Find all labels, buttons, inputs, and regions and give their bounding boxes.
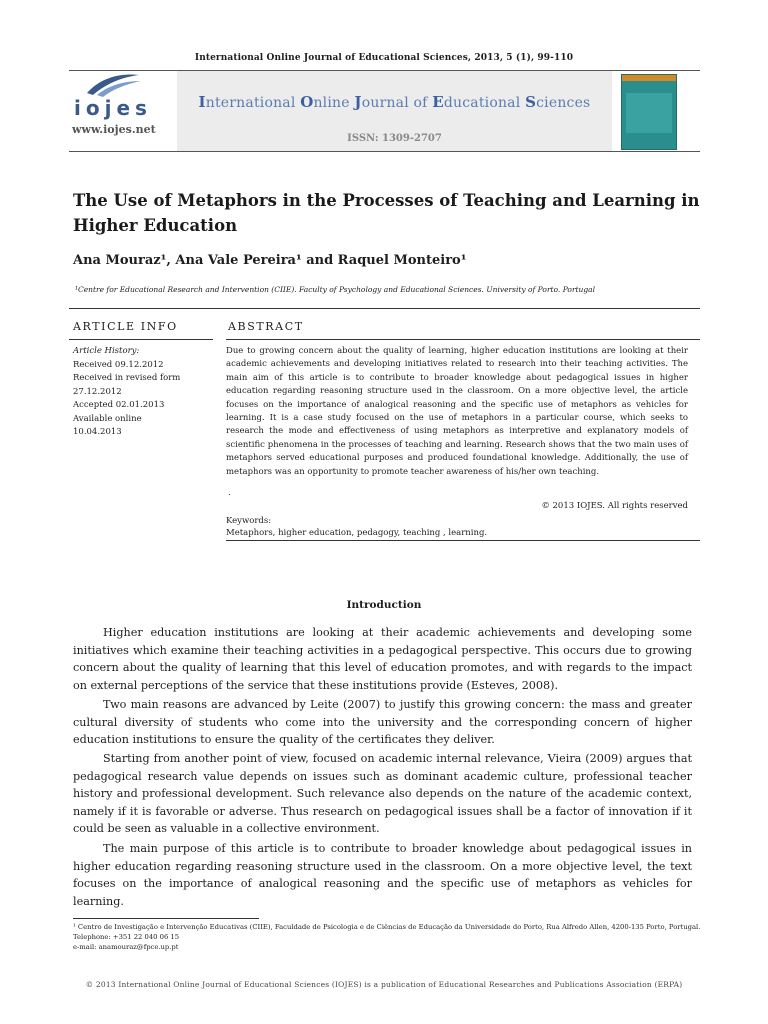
history-line: Available online <box>73 413 142 424</box>
footnote-email: e-mail: anamouraz@fpce.up.pt <box>73 943 179 951</box>
history-line: 27.12.2012 <box>73 386 122 397</box>
footnote-line: ¹ Centro de Investigação e Intervenção Educativas (CIIE), Faculdade de Psicologia e de Ciências de Educação da Universidade do Porto, Rua Alfredo Allen, 4200-135 Porto, Portugal. <box>73 923 701 931</box>
abstract-text: Due to growing concern about the quality of learning, higher education institutions are looking at their academic achievements and developing initiatives related to research into their teaching activities. The main aim of this article is to contribute to broader knowledge about pedagogical issues in higher education regarding reasoning structure used in the classroom. On a more objective level, the article focuses on the importance of analogical reasoning and the specific use of metaphors as vehicles for learning. It is a case study focused on the use of metaphors in a particular course, which seeks to research the mode and effectiveness of using metaphors as interpretive and explanatory models of scientific phenomena in the processes of teaching and learning. Research shows that the two main uses of metaphors served educational purposes and produced foundational knowledge. Additionally, the use of metaphors was an opportunity to promote teacher awareness of his/her own teaching. <box>226 346 688 477</box>
abstract-trailing-dot: . <box>228 488 231 498</box>
cover-stripe <box>622 75 676 81</box>
divider <box>69 308 700 309</box>
history-label: Article History: <box>73 346 140 356</box>
journal-name <box>177 93 612 111</box>
journal-name-rest: ducational <box>443 95 526 111</box>
divider <box>226 540 700 541</box>
footnote-line: Telephone: +351 22 040 06 15 <box>73 933 180 941</box>
article-info-heading: ARTICLE INFO <box>73 320 178 333</box>
journal-name-cap: E <box>432 93 444 111</box>
logo-wordmark: iojes <box>74 96 152 120</box>
copyright-notice: © 2013 IOJES. All rights reserved <box>541 501 688 511</box>
body-paragraph: Higher education institutions are looking at their academic achievements and developing some initiatives which examine their teaching activities in a pedagogical perspective. This occurs due to growing concern about the quality of learning that this level of education promotes, and with regards to the impact on external perceptions of the service that these institutions provide (Esteves, 2008). <box>73 626 692 692</box>
keywords-label: Keywords: <box>226 516 272 526</box>
journal-url-link[interactable]: www.iojes.net <box>72 123 156 136</box>
paper-title: The Use of Metaphors in the Processes of Teaching and Learning in Higher Education <box>73 191 700 235</box>
author-affiliation: ¹Centre for Educational Research and Intervention (CIIE). Faculty of Psychology and Educational Sciences. University of Porto. Portugal <box>75 285 596 294</box>
journal-logo[interactable] <box>69 71 177 151</box>
history-line: Received in revised form <box>73 373 181 383</box>
journal-title-panel <box>177 71 612 151</box>
body-paragraph: The main purpose of this article is to contribute to broader knowledge about pedagogical issues in higher education regarding reasoning structure used in the classroom. On a more objective level, the text focuses on the importance of analogical reasoning and the specific use of metaphors as vehicles for learning. <box>73 842 692 908</box>
article-history <box>73 345 180 440</box>
journal-cover-image <box>621 74 677 150</box>
keywords-list: Metaphors, higher education, pedagogy, teaching , learning. <box>226 528 488 538</box>
cover-panel <box>626 93 672 133</box>
history-line: Accepted 02.01.2013 <box>73 400 165 410</box>
history-line: 10.04.2013 <box>73 427 122 437</box>
body-paragraph: Starting from another point of view, focused on academic internal relevance, Vieira (2009) argues that pedagogical research value depends on issues such as dominant academic culture, professional teacher history and professional development. Such relevance also depends on the nature of the academic context, namely if it is favorable or adverse. Thus research on pedagogical issues shall be a factor of innovation if it could be seen as valuable in a collective environment. <box>73 752 692 835</box>
footnote-divider <box>73 918 259 919</box>
history-line: Received 09.12.2012 <box>73 359 164 370</box>
issn: ISSN: 1309-2707 <box>347 133 442 144</box>
footnote <box>73 922 713 952</box>
body-paragraph: Two main reasons are advanced by Leite (2007) to justify this growing concern: the mass and greater cultural diversity of students who come into the university and the corresponding concern of higher education institutions to ensure the quality of the certificates they deliver. <box>73 698 692 746</box>
abstract-heading: ABSTRACT <box>228 320 304 333</box>
journal-masthead <box>69 70 700 152</box>
running-head: International Online Journal of Educational Sciences, 2013, 5 (1), 99-110 <box>194 53 574 63</box>
journal-name-cap: I <box>198 93 206 111</box>
journal-name-rest: ciences <box>536 95 591 111</box>
journal-name-cap: J <box>354 93 362 111</box>
divider <box>69 339 213 340</box>
journal-name-cap: O <box>300 93 314 111</box>
swoosh-icon <box>83 71 143 97</box>
journal-name-cap: S <box>525 93 537 111</box>
page-footer: © 2013 International Online Journal of Educational Sciences (IOJES) is a publication of Educational Researches and Publications Association (ERPA) <box>85 980 683 989</box>
divider <box>226 339 700 340</box>
journal-name-rest: ournal of <box>361 95 433 111</box>
journal-name-rest: nternational <box>205 95 301 111</box>
author-list: Ana Mouraz¹, Ana Vale Pereira¹ and Raquel Monteiro¹ <box>73 253 467 268</box>
section-heading: Introduction <box>346 599 422 611</box>
journal-name-rest: nline <box>313 95 355 111</box>
